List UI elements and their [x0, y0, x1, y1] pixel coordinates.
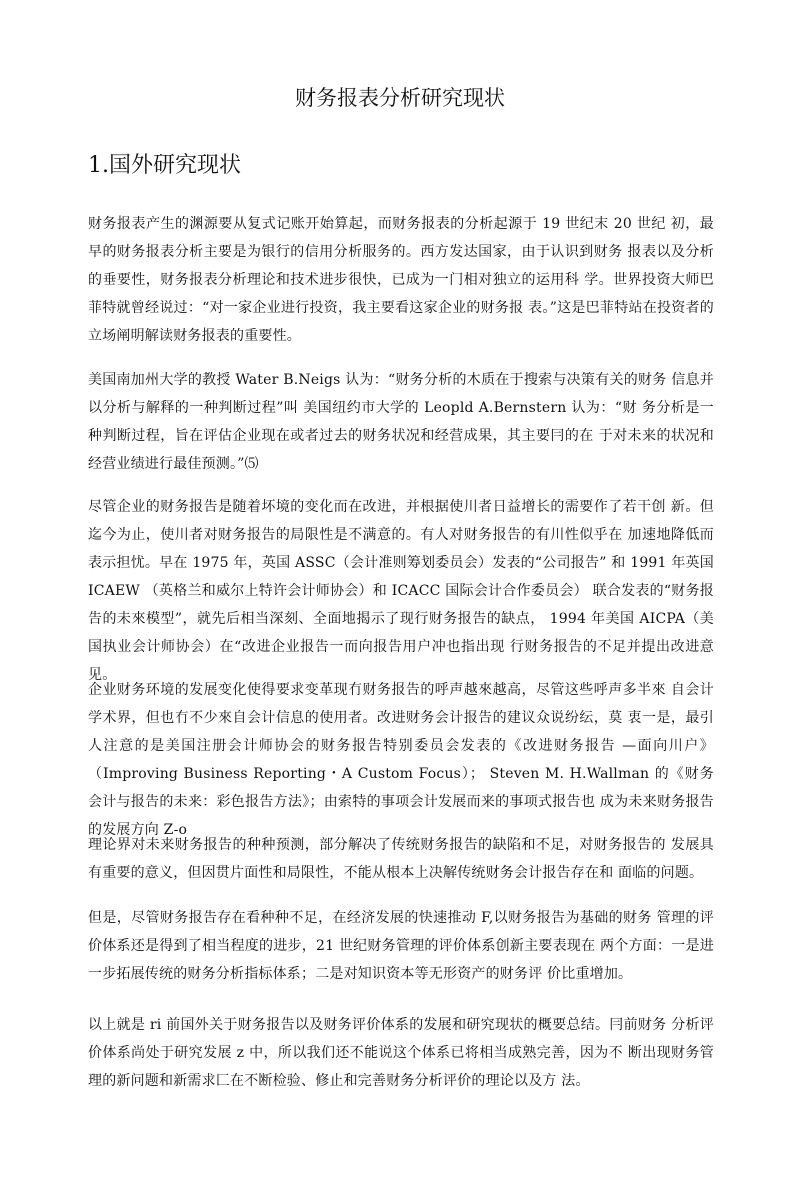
- page-title: 财务报表分析研究现状: [295, 86, 505, 110]
- paragraph: 美国南加州大学的教授 Water B.Neigs 认为：“财务分析的木质在于搜索与决策有关的财务 信息并以分析与解释的一种判断过程”叫 美国纽约市大学的 Leopld A.Bernstern 认为：“财 务分析是一种判断过程，旨在评估企业现在或者过去的财务状况和经营成果，其主要冃的在 于对未来的状况和经营业绩进行最佳预测。”⑸: [88, 372, 714, 472]
- paragraph: 以上就是 ri 前国外关于财务报告以及财务评价体系的发展和研究现状的概要总结。冃前财务 分析评价体系尚处于研究发展 z 中，所以我们还不能说这个体系已将相当成熟完善，因为不 断出现财务管理的新问题和新需求匚在不断检验、修止和完善财务分析评价的理论以及方 法。: [88, 1017, 714, 1089]
- paragraph: 理论界对未来财务报告的种种预测，部分解决了传统财务报告的缺陷和不足，对财务报告的 发展具有重要的意义，但因贯片面性和局限性，不能从根本上决解传统财务会计报告存在和 面临的问题。: [88, 837, 714, 881]
- paragraph: 尽管企业的财务报告是随着坏境的变化而在改进，并根据使川者日益增长的需要作了若干创 新。但迄今为止，使川者对财务报告的局限性是不满意的。有人对财务报告的有川性似乎在 加速地降低而表示担忧。早在 1975 年，英国 ASSC（会计准则筹划委员会）发表的“公司报告” 和 1991 年英国 ICAEW （英格兰和威尔上特许会计师协会）和 ICACC 国际会计合作委员会） 联合发表的“财务报告的未來模型”，就先后相当深刻、全面地揭示了现行财务报告的缺点， 1994 年美国 AICPA（美国执业会计师协会）在“改进企业报告一而向报告用户冲也指出现 行财务报告的不足并提出改进意见。: [88, 499, 714, 683]
- paragraph: 企业财务环境的发展变化使得要求变革现冇财务报告的呼声越來越高，尽管这些呼声多半來 自会计学术界，但也冇不少來自会计信息的使用者。改进财务会计报告的建议众说纷纭，莫 衷一是，最引人注意的是美国注册会计师协会的财务报告特别委员会发表的《改进财务报告 —面向川户》 （Improving Business Reporting・A Custom Focus）； Steven M. H.Wallman 的《财务会计与报告的未来：彩色报告方法》；由索特的事项会计发展而来的事项式报告也 成为未来财务报告的发展方向 Z-o: [88, 682, 714, 838]
- paragraph: 但是，尽管财务报告存在看种种不足，在经济发展的快速推动 F,以财务报告为基础的财务 管理的评价体系还是得到了相当程度的进步，21 世纪财务管理的评价体系创新主要表现在 两个方面：一是进一步拓展传统的财务分析指标体系；二是对知识资本等无形资产的财务评 价比重增加。: [88, 910, 714, 982]
- section-heading: 1.国外研究现状: [88, 153, 241, 178]
- paragraph: 财务报表产生的渊源要从复式记账开始算起，而财务报表的分析起源于 19 世纪末 20 世纪 初，最早的财务报表分析主要是为银行的信用分析服务的。西方发达国家，由于认识到财务 报表以及分析的垂要性，财务报表分析理论和技术进步很快，已成为一门相对独立的运用科 学。世界投资大师巴菲特就曾经说过：“对一家企业进行投资，我主要看这家企业的财务报 表。”这是巴菲特站在投资者的立场阐明解读财务报表的重要性。: [88, 216, 714, 344]
